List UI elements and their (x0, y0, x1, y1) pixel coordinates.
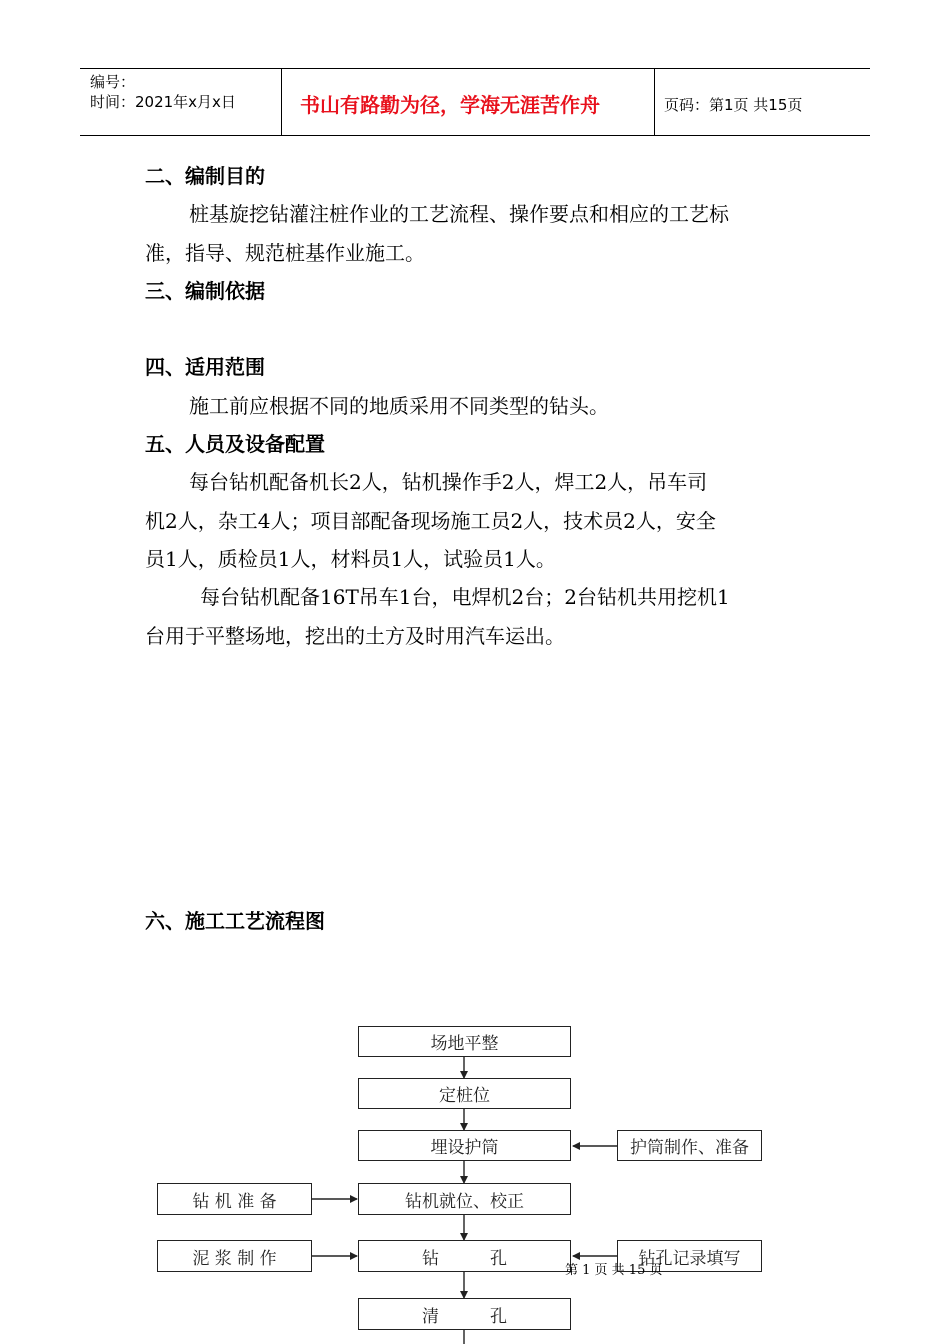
flow-side-rig-preparation: 钻 机 准 备 (157, 1183, 312, 1215)
section-3-title: 三、编制依据 (145, 279, 265, 303)
section-6-title: 六、施工工艺流程图 (145, 909, 325, 933)
section-2-paragraph-line: 准，指导、规范桩基作业施工。 (145, 241, 425, 265)
section-2-title: 二、编制目的 (145, 164, 265, 188)
section-5-paragraph-line: 每台钻机配备16T吊车1台，电焊机2台；2台钻机共用挖机1 (200, 585, 730, 609)
flow-step-rig-positioning: 钻机就位、校正 (358, 1183, 571, 1215)
header-page-info: 页码：第1页 共15页 (664, 96, 803, 114)
document-number-label: 编号： (90, 73, 136, 91)
section-5-paragraph-line: 机2人，杂工4人；项目部配备现场施工员2人，技术员2人，安全 (145, 509, 716, 533)
header-motto: 书山有路勤为径，学海无涯苦作舟 (300, 93, 600, 117)
section-5-paragraph-line: 员1人，质检员1人，材料员1人，试验员1人。 (145, 547, 556, 571)
flow-step-casing-burial: 埋设护筒 (358, 1130, 571, 1161)
section-2-paragraph-line: 桩基旋挖钻灌注桩作业的工艺流程、操作要点和相应的工艺标 (189, 202, 729, 226)
flow-step-hole-cleaning: 清 孔 (358, 1298, 571, 1330)
flow-side-mud-preparation: 泥 浆 制 作 (157, 1240, 312, 1272)
flow-step-drilling: 钻 孔 (358, 1240, 571, 1272)
section-5-paragraph-line: 台用于平整场地，挖出的土方及时用汽车运出。 (145, 624, 565, 648)
flow-side-drilling-record: 钻孔记录填写 (617, 1240, 762, 1272)
section-5-paragraph-line: 每台钻机配备机长2人，钻机操作手2人，焊工2人，吊车司 (189, 470, 708, 494)
document-date: 时间：2021年x月x日 (90, 93, 236, 111)
section-5-title: 五、人员及设备配置 (145, 432, 325, 456)
page-footer: 第 1 页 共 15 页 (565, 1263, 663, 1278)
flow-step-pile-positioning: 定桩位 (358, 1078, 571, 1109)
flow-side-casing-fabrication: 护筒制作、准备 (617, 1130, 762, 1161)
section-4-title: 四、适用范围 (145, 355, 265, 379)
section-4-paragraph: 施工前应根据不同的地质采用不同类型的钻头。 (189, 394, 609, 418)
flow-step-site-leveling: 场地平整 (358, 1026, 571, 1057)
